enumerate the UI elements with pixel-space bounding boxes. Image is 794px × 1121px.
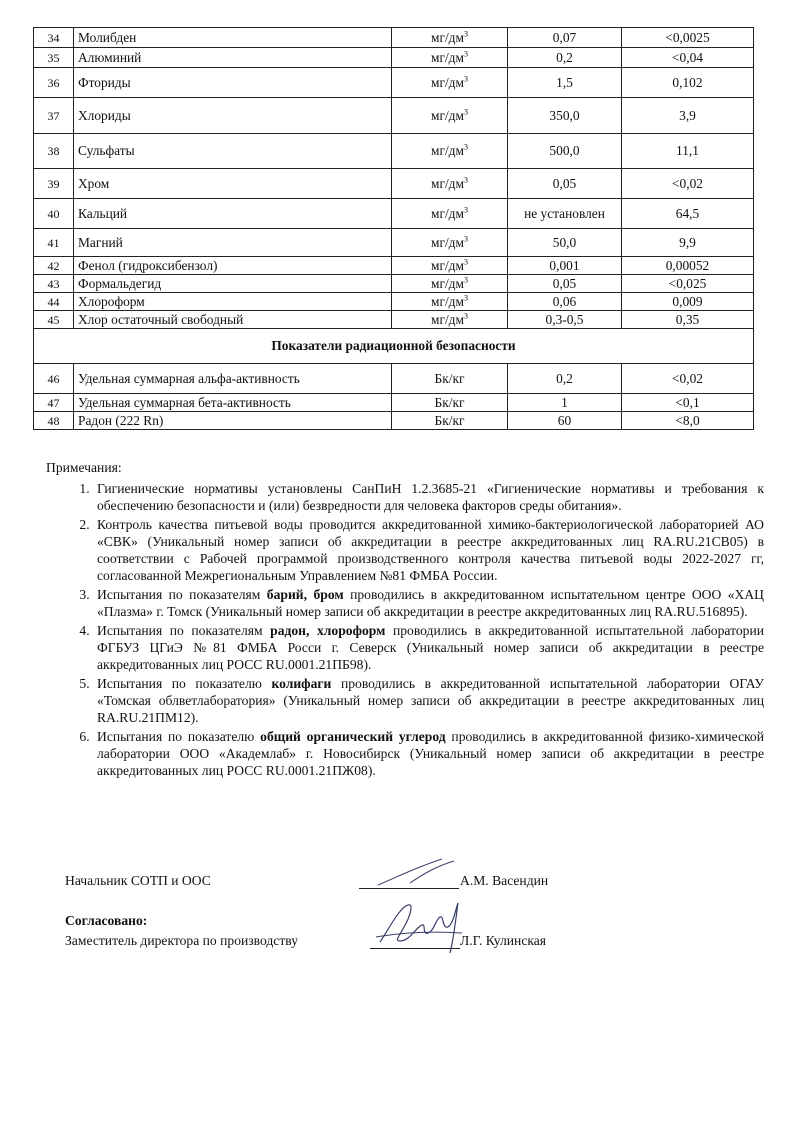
unit-superscript: 3 [463, 175, 468, 185]
norm-value: 0,05 [508, 169, 622, 199]
note-item: 6. Испытания по показателю общий органический углерод проводились в аккредитованной физико-химической лаборатории ООО «Академлаб» г. Новосибирск (Уникальный номер записи об аккредитации в реестре аккредитованных лиц РОСС RU.0001.21ПЖ08). [93, 728, 764, 779]
indicator-name: Хлороформ [74, 293, 392, 311]
unit: $мг/дм^3$ [392, 98, 508, 134]
table-row [34, 364, 754, 394]
results-table [33, 27, 754, 430]
unit-superscript: 3 [463, 29, 468, 39]
norm-value: 350,0 [508, 98, 622, 134]
row-number: 37 [34, 98, 74, 134]
table-row [34, 134, 754, 169]
section-title: Показатели радиационной безопасности [34, 329, 754, 364]
unit: $мг/дм^3$ [392, 68, 508, 98]
deputy-signature [370, 897, 470, 957]
unit: $мг/дм^3$ [392, 169, 508, 199]
row-number: 41 [34, 229, 74, 257]
result-value: 0,102 [622, 68, 754, 98]
result-value: <0,02 [622, 169, 754, 199]
unit: Бк/кг [392, 412, 508, 430]
norm-value: 1,5 [508, 68, 622, 98]
unit-superscript: 3 [463, 107, 468, 117]
row-number: 39 [34, 169, 74, 199]
notes [46, 459, 764, 781]
row-number: 45 [34, 311, 74, 329]
indicator-name: Удельная суммарная бета-активность [74, 394, 392, 412]
unit: $мг/дм^3$ [392, 311, 508, 329]
table-row [34, 199, 754, 229]
indicator-name: Фториды [74, 68, 392, 98]
unit-superscript: 3 [463, 311, 468, 321]
result-value: 64,5 [622, 199, 754, 229]
row-number: 35 [34, 48, 74, 68]
unit: Бк/кг [392, 394, 508, 412]
table-row [34, 412, 754, 430]
note-item: 2. Контроль качества питьевой воды проводится аккредитованной химико-бактериологической лабораторией АО «СВК» (Уникальный номер записи об аккредитации в реестре аккредитованных лиц RA.RU.21СВ05) в соответствии с Рабочей программой производственного контроля качества питьевой воды 2022-2027 гг, согласованной Межрегиональным Управлением №81 ФМБА России. [93, 516, 764, 584]
indicator-name: Кальций [74, 199, 392, 229]
indicator-name: Формальдегид [74, 275, 392, 293]
head-title: Начальник СОТП и ООС [65, 873, 211, 888]
indicator-name: Магний [74, 229, 392, 257]
row-number: 36 [34, 68, 74, 98]
deputy-name: Л.Г. Кулинская [460, 933, 547, 948]
row-number: 48 [34, 412, 74, 430]
notes-title: Примечания: [46, 460, 122, 475]
unit-superscript: 3 [463, 293, 468, 303]
unit: $мг/дм^3$ [392, 48, 508, 68]
row-number: 40 [34, 199, 74, 229]
norm-value: 0,07 [508, 28, 622, 48]
row-number: 46 [34, 364, 74, 394]
note-item: 1. Гигиенические нормативы установлены СанПиН 1.2.3685-21 «Гигиенические нормативы и требования к обеспечению безопасности и (или) безвредности для человека факторов среды обитания». [93, 480, 764, 514]
unit-superscript: 3 [463, 275, 468, 285]
result-value: 3,9 [622, 98, 754, 134]
result-value: 9,9 [622, 229, 754, 257]
indicator-name: Хлор остаточный свободный [74, 311, 392, 329]
unit-superscript: 3 [463, 257, 468, 267]
row-number: 47 [34, 394, 74, 412]
result-value: <0,02 [622, 364, 754, 394]
head-signature [372, 855, 462, 889]
indicator-name: Удельная суммарная альфа-активность [74, 364, 392, 394]
norm-value: 60 [508, 412, 622, 430]
unit: $мг/дм^3$ [392, 257, 508, 275]
indicator-name: Радон (222 Rn) [74, 412, 392, 430]
unit: $мг/дм^3$ [392, 134, 508, 169]
table-row [34, 229, 754, 257]
notes-list [46, 480, 764, 779]
head-name: А.М. Васендин [460, 873, 549, 888]
norm-value: не установлен [508, 199, 622, 229]
table-row [34, 257, 754, 275]
unit: $мг/дм^3$ [392, 199, 508, 229]
table-row [34, 28, 754, 48]
result-value: <0,025 [622, 275, 754, 293]
radiation-table-body [34, 364, 754, 430]
row-number: 43 [34, 275, 74, 293]
section-header-row [34, 329, 754, 364]
table-row [34, 48, 754, 68]
norm-value: 0,001 [508, 257, 622, 275]
table-row [34, 394, 754, 412]
norm-value: 500,0 [508, 134, 622, 169]
result-value: <0,1 [622, 394, 754, 412]
results-table-body [34, 28, 754, 329]
note-item: 3. Испытания по показателям барий, бром проводились в аккредитованном испытательном центре ООО «ХАЦ «Плазма» г. Томск (Уникальный номер записи об аккредитации в реестре аккредитованных лиц RA.RU.516895). [93, 586, 764, 620]
norm-value: 1 [508, 394, 622, 412]
note-item: 4. Испытания по показателям радон, хлороформ проводились в аккредитованной испытательной лаборатории ФГБУЗ ЦГиЭ №81 ФМБА Росси г. Северск (Уникальный номер записи об аккредитации в реестре аккредитованных лиц РОСС RU.0001.21ПБ98). [93, 622, 764, 673]
indicator-name: Молибден [74, 28, 392, 48]
row-number: 34 [34, 28, 74, 48]
note-item: 5. Испытания по показателю колифаги проводились в аккредитованной испытательной лаборатории ОГАУ «Томская облветлаборатория» (Уникальный номер записи об аккредитации в реестре аккредитованных лиц RA.RU.21ПМ12). [93, 675, 764, 726]
indicator-name: Хром [74, 169, 392, 199]
norm-value: 0,2 [508, 48, 622, 68]
norm-value: 50,0 [508, 229, 622, 257]
result-value: <8,0 [622, 412, 754, 430]
unit: $мг/дм^3$ [392, 275, 508, 293]
unit: $мг/дм^3$ [392, 28, 508, 48]
unit-superscript: 3 [463, 49, 468, 59]
table-row [34, 275, 754, 293]
result-value: 0,009 [622, 293, 754, 311]
table-row [34, 98, 754, 134]
unit-superscript: 3 [463, 234, 468, 244]
radiation-section [34, 329, 754, 364]
norm-value: 0,2 [508, 364, 622, 394]
norm-value: 0,06 [508, 293, 622, 311]
norm-value: 0,3-0,5 [508, 311, 622, 329]
indicator-name: Фенол (гидроксибензол) [74, 257, 392, 275]
unit: $мг/дм^3$ [392, 229, 508, 257]
deputy-title: Заместитель директора по производству [65, 933, 299, 948]
row-number: 44 [34, 293, 74, 311]
result-value: 11,1 [622, 134, 754, 169]
row-number: 42 [34, 257, 74, 275]
unit-superscript: 3 [463, 142, 468, 152]
unit-superscript: 3 [463, 205, 468, 215]
row-number: 38 [34, 134, 74, 169]
result-value: <0,0025 [622, 28, 754, 48]
result-value: 0,00052 [622, 257, 754, 275]
unit-superscript: 3 [463, 74, 468, 84]
indicator-name: Хлориды [74, 98, 392, 134]
unit: Бк/кг [392, 364, 508, 394]
result-value: <0,04 [622, 48, 754, 68]
approved-label: Согласовано: [65, 913, 148, 928]
unit: $мг/дм^3$ [392, 293, 508, 311]
indicator-name: Сульфаты [74, 134, 392, 169]
indicator-name: Алюминий [74, 48, 392, 68]
norm-value: 0,05 [508, 275, 622, 293]
table-row [34, 68, 754, 98]
table-row [34, 311, 754, 329]
table-row [34, 293, 754, 311]
table-row [34, 169, 754, 199]
result-value: 0,35 [622, 311, 754, 329]
